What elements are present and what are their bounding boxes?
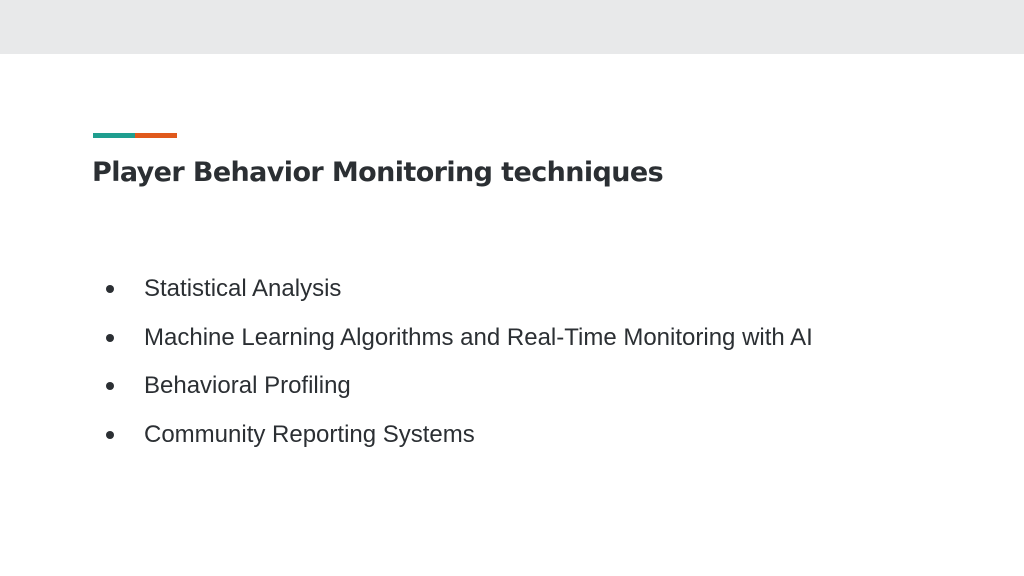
- accent-orange-segment: [135, 133, 177, 138]
- bullet-text: Machine Learning Algorithms and Real-Time Monitoring with AI: [144, 323, 813, 351]
- bullet-text: Community Reporting Systems: [144, 421, 475, 449]
- bullet-item: [106, 274, 813, 323]
- bullet-list: [106, 274, 813, 469]
- bullet-dot-icon: [106, 431, 114, 439]
- slide-canvas: [0, 54, 1024, 576]
- bullet-item: [106, 323, 813, 372]
- bullet-dot-icon: [106, 285, 114, 293]
- bullet-dot-icon: [106, 382, 114, 390]
- title-accent-bar: [93, 133, 177, 138]
- slide-title: Player Behavior Monitoring techniques: [92, 157, 664, 188]
- bullet-text: Statistical Analysis: [144, 275, 342, 302]
- bullet-item: [106, 371, 813, 420]
- bullet-item: [106, 420, 813, 469]
- top-toolbar-strip: [0, 0, 1024, 54]
- bullet-dot-icon: [106, 334, 114, 342]
- bullet-text: Behavioral Profiling: [144, 372, 351, 400]
- accent-teal-segment: [93, 133, 135, 138]
